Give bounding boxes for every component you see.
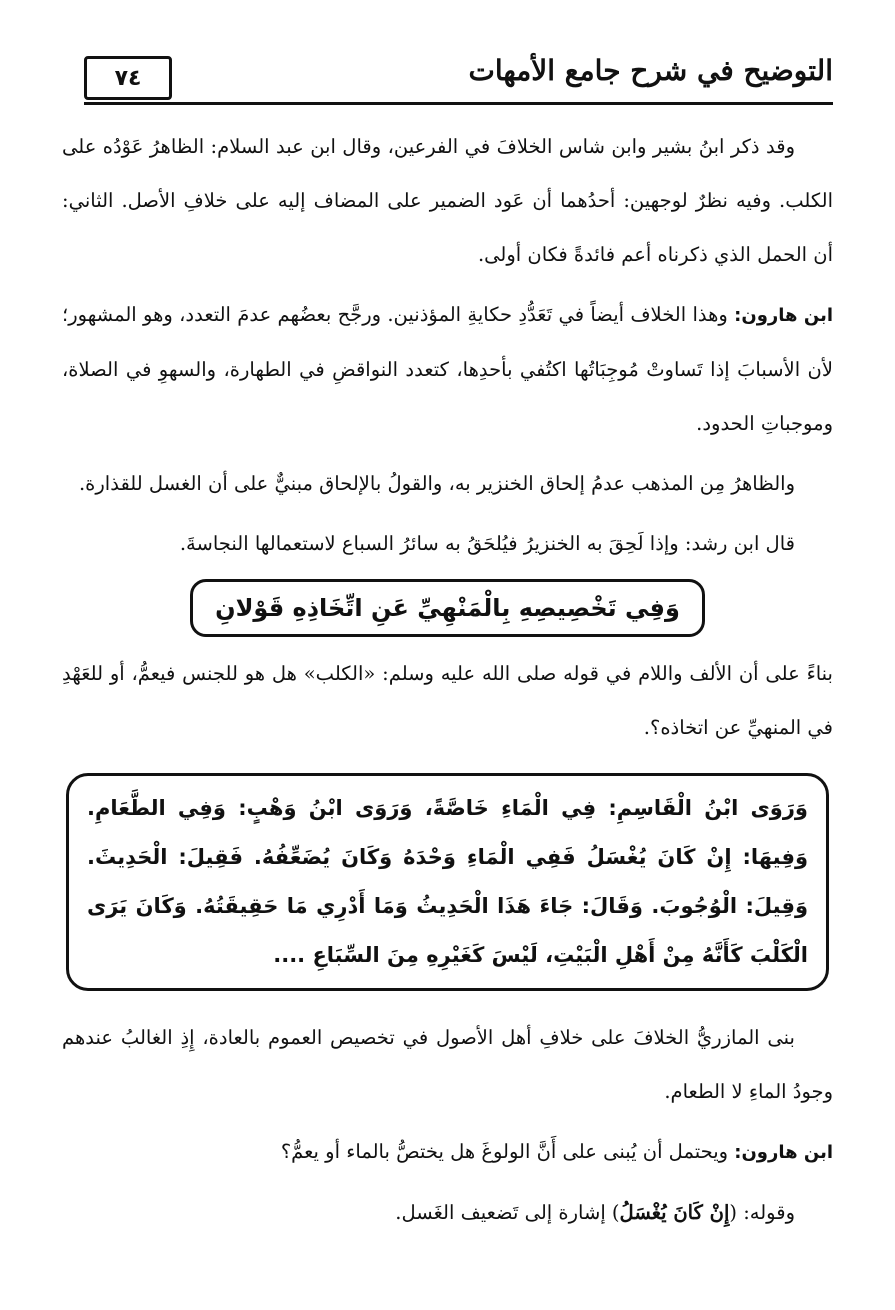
matn-text: وَرَوَى ابْنُ الْقَاسِمِ: فِي الْمَاءِ خَاصَّةً، وَرَوَى ابْنُ وَهْبٍ: وَفِي الطَّعَامِ. وَفِيهَا: إِنْ كَانَ يُغْسَلُ فَفِي الْمَاءِ وَحْدَهُ وَكَانَ يُضَعِّفُهُ. فَقِيلَ: الْحَدِيثَ. وَقِيلَ: الْوُجُوبَ. وَقَالَ: جَاءَ هَذَا الْحَدِيثُ وَمَا أَدْرِي مَا حَقِيقَتُهُ. وَكَانَ يَرَى الْكَلْبَ كَأَنَّهُ مِنْ أَهْلِ الْبَيْتِ، لَيْسَ كَغَيْرِهِ مِنَ السِّبَاعِ .... — [87, 796, 808, 967]
paragraph — [62, 288, 833, 451]
paragraph — [62, 457, 833, 511]
speaker-label: ابن هارون: — [734, 1142, 833, 1163]
section-heading: وَفِي تَخْصِيصِهِ بِالْمَنْهِيِّ عَنِ اتِّخَاذِهِ قَوْلانِ — [190, 579, 705, 637]
paragraph — [62, 647, 833, 755]
paragraph-text: والظاهرُ مِن المذهب عدمُ إلحاق الخنزير به، والقولُ بالإلحاق مبنيٌّ على أن الغسل للقذارة. — [78, 472, 795, 495]
page-header — [84, 52, 833, 108]
paragraph-text: وهذا الخلاف أيضاً في تَعَدُّدِ حكايةِ المؤذنين. ورجَّح بعضُهم عدمَ التعدد، وهو المشهور؛ لأن الأسبابَ إذا تَساوتْ مُوجِبَاتُها اكتُفي بأحدِها، كتعدد النواقضِ في الطهارة، والسهوِ في الصلاة، وموجباتِ الحدود. — [62, 303, 833, 435]
section-heading-wrap — [62, 579, 833, 637]
paragraph-lead: وقوله: ( — [729, 1201, 795, 1224]
paragraph-text: وقد ذكر ابنُ بشير وابن شاس الخلافَ في الفرعين، وقال ابن عبد السلام: الظاهرُ عَوْدُه على الكلب. وفيه نظرٌ لوجهين: أحدُهما أن عَود الضمير على المضاف إليه على خلافِ الأصل. الثاني: أن الحمل الذي ذكرناه أعم فائدةً فكان أولى. — [62, 135, 833, 266]
paragraph-text: بنى المازريُّ الخلافَ على خلافِ أهل الأصول في تخصيص العموم بالعادة، إِذِ الغالبُ عندهم وجودُ الماءِ لا الطعام. — [62, 1026, 833, 1103]
page-content — [62, 120, 833, 1246]
quoted-phrase: إِنْ كَانَ يُغْسَلُ — [619, 1201, 730, 1224]
paragraph-text: بناءً على أن الألف واللام في قوله صلى الله عليه وسلم: «الكلب» هل هو للجنس فيعمُّ، أو للعَهْدِ في المنهيِّ عن اتخاذه؟. — [62, 662, 833, 739]
paragraph — [62, 1186, 833, 1240]
paragraph — [62, 120, 833, 282]
paragraph-text: ويحتمل أن يُبنى على أَنَّ الولوغَ هل يختصُّ بالماء أو يعمُّ؟ — [280, 1140, 735, 1163]
paragraph — [62, 1011, 833, 1119]
page-number: ٧٤ — [84, 56, 172, 100]
matn-quote-box — [66, 773, 829, 991]
book-title: التوضيح في شرح جامع الأمهات — [468, 54, 833, 87]
paragraph-text: قال ابن رشد: وإذا لَحِقَ به الخنزيرُ فيُلحَقُ به سائرُ السباع لاستعمالها النجاسةَ. — [179, 532, 795, 555]
paragraph-text: ) إشارة إلى تَضعيف الغَسل. — [395, 1201, 620, 1224]
speaker-label: ابن هارون: — [734, 305, 834, 326]
paragraph — [62, 1125, 833, 1180]
header-divider — [84, 102, 833, 105]
paragraph — [62, 517, 833, 571]
